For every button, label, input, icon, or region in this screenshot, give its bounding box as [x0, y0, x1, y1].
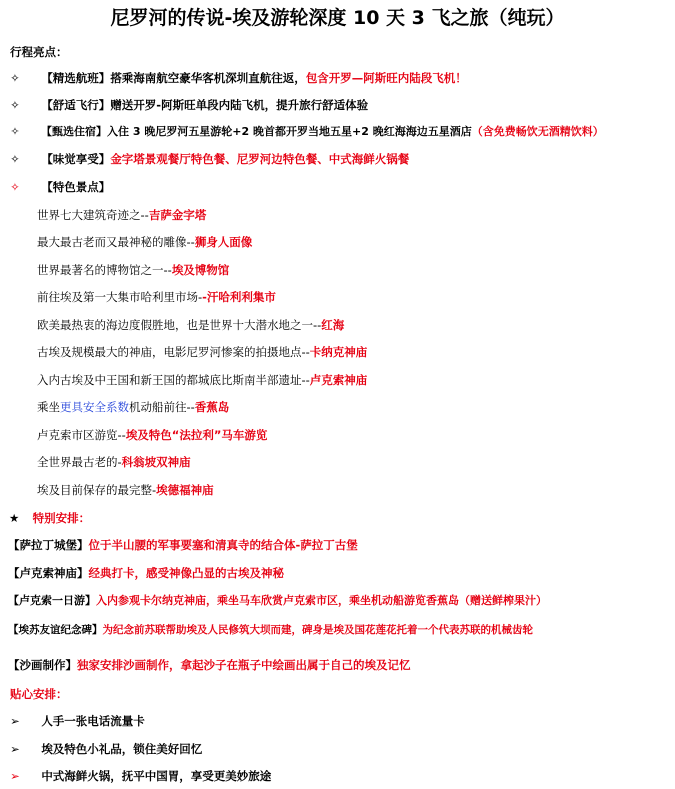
- diamond-bullet-icon: ✧: [10, 125, 20, 138]
- highlight-label: 【味觉享受】: [41, 152, 111, 166]
- special-item: 【卢克索神庙】经典打卡，感受神像凸显的古埃及神秘: [8, 566, 284, 580]
- page-title: 尼罗河的传说-埃及游轮深度 10 天 3 飞之旅（纯玩）: [110, 7, 565, 29]
- highlight-item: [8, 68, 467, 88]
- arrow-bullet-icon: ➢: [10, 714, 20, 728]
- spot-item: 前往埃及第一大集市哈利里市场--汗哈利利集市: [37, 290, 276, 304]
- special-item: 【卢克索一日游】入内参观卡尔纳克神庙，乘坐马车欣赏卢克索市区，乘坐机动船游览香蕉岛（赠送鲜榨果汁）: [8, 594, 547, 607]
- spot-item: 卢克索市区游览--埃及特色“法拉利”马车游览: [37, 428, 268, 442]
- highlight-text: 赠送开罗-阿斯旺单段内陆飞机，提升旅行舒适体验: [110, 98, 369, 112]
- diamond-bullet-icon: ✧: [10, 71, 20, 85]
- care-item: ➢ 埃及特色小礼品，锁住美好回忆: [8, 739, 202, 759]
- highlights-header: 行程亮点：: [10, 45, 68, 59]
- highlight-label: 【舒适飞行】: [41, 98, 111, 112]
- spot-item: 最大最古老而又最神秘的雕像--狮身人面像: [37, 235, 253, 249]
- spot-item: 埃及目前保存的最完整-埃德福神庙: [37, 483, 214, 497]
- star-icon: ★: [9, 511, 20, 525]
- diamond-bullet-icon: ✧: [10, 180, 20, 194]
- special-item: 【萨拉丁城堡】位于半山腰的军事要塞和清真寺的结合体-萨拉丁古堡: [8, 538, 358, 552]
- spot-item: 世界最著名的博物馆之一--埃及博物馆: [37, 263, 230, 277]
- care-item: ➢ 中式海鲜火锅，抚平中国胃，享受更美妙旅途: [8, 766, 271, 786]
- highlight-item: [8, 177, 110, 197]
- special-item: 【沙画制作】独家安排沙画制作，拿起沙子在瓶子中绘画出属于自己的埃及记忆: [8, 658, 411, 672]
- highlight-label: 【甄选住宿】: [41, 125, 107, 138]
- highlight-text: 入住 3 晚尼罗河五星游轮+2 晚首都开罗当地五星+2 晚红海海边五星酒店: [107, 125, 472, 138]
- spot-item: 入内古埃及中王国和新王国的都城底比斯南半部遗址--卢克索神庙: [37, 373, 368, 387]
- highlight-item: [8, 122, 604, 142]
- spot-item: 世界七大建筑奇迹之--吉萨金字塔: [37, 208, 207, 222]
- spot-item: 欧美最热衷的海边度假胜地，也是世界十大潜水地之一--红海: [37, 318, 345, 332]
- highlight-emphasis: （含免费畅饮无酒精饮料）: [471, 125, 604, 138]
- special-item: 【埃苏友谊纪念碑】为纪念前苏联帮助埃及人民修筑大坝而建，碑身是埃及国花莲花托着一个代表苏联的机械齿轮: [8, 624, 533, 636]
- highlight-text: 搭乘海南航空豪华客机深圳直航往返，: [110, 71, 306, 85]
- spot-item: 古埃及规模最大的神庙，电影尼罗河惨案的拍摄地点--卡纳克神庙: [37, 345, 368, 359]
- spot-link-text: 更具安全系数: [60, 400, 129, 414]
- spot-item: 乘坐更具安全系数机动船前往--香蕉岛: [37, 400, 230, 414]
- special-header: ★ 特别安排：: [9, 511, 91, 525]
- spot-item: 全世界最古老的-科翁坡双神庙: [37, 455, 191, 469]
- highlight-emphasis: 包含开罗—阿斯旺内陆段飞机！: [305, 71, 467, 85]
- highlight-item: [8, 95, 368, 115]
- arrow-bullet-icon: ➢: [10, 769, 20, 783]
- care-header: 贴心安排：: [10, 687, 68, 701]
- highlight-emphasis: 金字塔景观餐厅特色餐、尼罗河边特色餐、中式海鲜火锅餐: [110, 152, 410, 166]
- diamond-bullet-icon: ✧: [10, 98, 20, 112]
- arrow-bullet-icon: ➢: [10, 742, 20, 756]
- care-item: ➢ 人手一张电话流量卡: [8, 711, 145, 731]
- highlight-label: 【特色景点】: [41, 180, 111, 194]
- highlight-label: 【精选航班】: [41, 71, 111, 85]
- diamond-bullet-icon: ✧: [10, 152, 20, 166]
- highlight-item: [8, 149, 409, 169]
